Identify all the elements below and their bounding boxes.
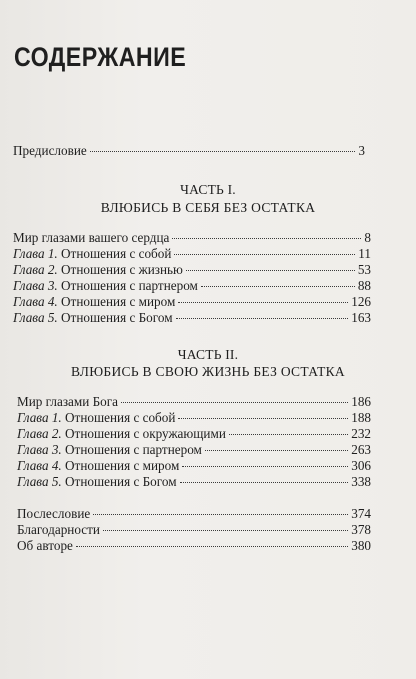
toc-entry [13,262,371,278]
toc-entry-text: Отношения с Богом [61,474,177,489]
toc-entry-prefix: Глава 3. [17,442,62,457]
toc-entry-prefix: Глава 2. [13,262,58,277]
toc-entry-text: Отношения с окружающими [61,426,226,441]
dot-leader [182,466,348,467]
toc-entry [13,230,371,246]
toc-entry-title: Благодарности [17,522,100,537]
toc-entry-page: 188 [351,410,371,425]
toc-entry-page: 163 [351,310,371,325]
toc-entry-title: Об авторе [17,538,73,553]
toc-entry [17,410,371,426]
toc-entry-title [13,294,175,310]
toc-entry-page: 53 [357,262,371,277]
toc-entry-title: Предисловие [13,143,87,158]
toc-entry-prefix: Глава 4. [17,458,62,473]
toc-entry-prefix: Глава 5. [13,310,58,325]
toc-entry-text: Отношения с жизнью [57,262,183,277]
dot-leader [186,270,355,271]
toc-entry-page: 374 [351,506,371,521]
toc-entry-page: 306 [351,458,371,473]
toc-entry-prefix: Глава 1. [13,246,58,261]
toc-entry-preface [13,143,365,159]
toc-entry-prefix: Глава 3. [13,278,58,293]
part-2-subtitle: ВЛЮБИСЬ В СВОЮ ЖИЗНЬ БЕЗ ОСТАТКА [71,364,345,379]
toc-entry [17,394,371,410]
toc-entry-afterword [17,506,371,522]
toc-entry-prefix: Глава 1. [17,410,62,425]
toc-entry-title [17,410,175,426]
toc-entry-prefix: Глава 5. [17,474,62,489]
toc-entry-page: 232 [351,426,371,441]
toc-entry-text: Отношения с собой [57,246,172,261]
toc-entry-text: Мир глазами вашего сердца [13,230,170,245]
toc-entry-page: 88 [357,278,371,293]
toc-entry-title [13,230,169,246]
toc-entry [13,310,371,326]
toc-entry [13,294,371,310]
toc-entry [13,246,371,262]
dot-leader [93,514,348,515]
toc-entry [17,426,371,442]
toc-entry-title [17,474,177,490]
part-1-subtitle: ВЛЮБИСЬ В СЕБЯ БЕЗ ОСТАТКА [100,200,316,215]
toc-entry-title [17,394,118,410]
toc-entry-page: 3 [358,143,365,158]
toc-entry-text: Отношения с партнером [61,442,202,457]
dot-leader [103,530,348,531]
toc-entry-page: 8 [364,230,371,245]
toc-entry-text: Отношения с партнером [57,278,198,293]
dot-leader [178,418,348,419]
dot-leader [205,450,348,451]
dot-leader [180,482,349,483]
toc-entry-title [17,442,202,458]
toc-entry-page: 11 [358,246,371,261]
toc-entry-page: 126 [351,294,371,309]
toc-entry-text: Отношения с Богом [57,310,173,325]
part-1-label: ЧАСТЬ I. [180,182,236,197]
dot-leader [201,286,355,287]
dot-leader [178,302,348,303]
toc-entry-title: Послесловие [17,506,91,521]
toc-entry-page: 378 [351,522,371,537]
dot-leader [229,434,348,435]
toc-entry-title [13,262,183,278]
dot-leader [174,254,355,255]
part-2-label: ЧАСТЬ II. [177,347,239,362]
toc-entry-text: Мир глазами Бога [17,394,119,409]
toc-entry-page: 263 [351,442,371,457]
toc-entry [17,474,371,490]
toc-entry [13,278,371,294]
dot-leader [172,238,361,239]
toc-entry-text: Отношения с собой [61,410,176,425]
toc-entry-text: Отношения с миром [57,294,176,309]
toc-entry-page: 380 [351,538,371,553]
dot-leader [121,402,348,403]
toc-entry-text: Отношения с миром [61,458,180,473]
toc-entry-title [17,426,226,442]
toc-entry [17,458,371,474]
dot-leader [76,546,348,547]
toc-entry-title [13,246,171,262]
page-title: СОДЕРЖАНИЕ [14,42,187,72]
toc-entry-acknowledgements [17,522,371,538]
toc-entry-title [13,310,173,326]
toc-entry-page: 338 [351,474,371,489]
dot-leader [90,151,356,152]
toc-entry-prefix: Глава 4. [13,294,58,309]
toc-entry [17,442,371,458]
toc-entry-page: 186 [351,394,371,409]
toc-entry-prefix: Глава 2. [17,426,62,441]
dot-leader [176,318,349,319]
toc-entry-title [17,458,179,474]
toc-entry-title [13,278,198,294]
toc-entry-about-author [17,538,371,554]
